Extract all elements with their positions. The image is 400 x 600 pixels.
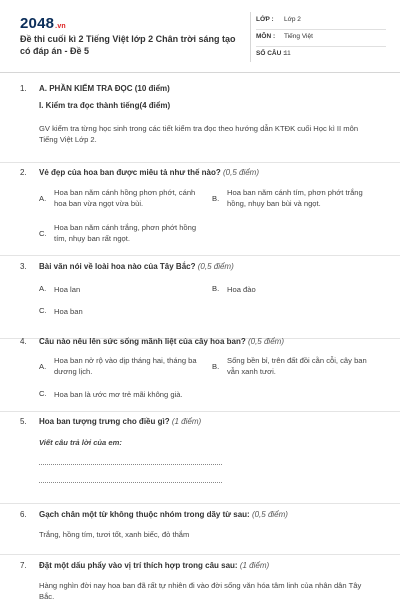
question-number: 2. (20, 168, 27, 177)
question-prompt: Vẻ đẹp của hoa ban được miêu tả như thế nào? (39, 168, 221, 177)
question-text (39, 416, 201, 427)
question-points: (0,5 điểm) (247, 337, 284, 346)
question-3 (0, 255, 400, 339)
option-text[interactable]: Hoa ban (54, 307, 83, 316)
instruction-text: GV kiểm tra từng học sinh trong các tiết kiểm tra đọc theo hướng dẫn KTĐK cuối Học kì II môn Tiếng Việt Lớp 2. (39, 124, 359, 144)
option-text[interactable]: Sống bền bỉ, trên đất đồi cằn cỗi, cây ban vẫn xanh tươi. (227, 356, 367, 376)
question-text (39, 560, 269, 571)
section-subtitle: I. Kiểm tra đọc thành tiếng(4 điểm) (39, 101, 171, 110)
question-text (39, 167, 259, 178)
question-1 (0, 72, 400, 163)
question-4 (0, 338, 400, 412)
question-points: (1 điểm) (239, 561, 270, 570)
question-points: (0,5 điểm) (222, 168, 259, 177)
option-letter[interactable]: C. (39, 389, 47, 398)
question-prompt: Đặt một dấu phẩy vào vị trí thích hợp trong câu sau: (39, 561, 238, 570)
option-letter[interactable]: B. (212, 362, 220, 371)
meta-value: 11 (284, 50, 291, 57)
answer-line[interactable] (39, 464, 222, 465)
question-7 (0, 554, 400, 600)
option-letter[interactable]: A. (39, 284, 47, 293)
question-text (39, 336, 284, 347)
option-letter[interactable]: B. (212, 194, 220, 203)
meta-value: Tiếng Việt (284, 33, 313, 40)
meta-row-count (256, 48, 386, 63)
question-prompt: Hoa ban tượng trưng cho điều gì? (39, 417, 170, 426)
sentence-text: Hàng nghìn đời nay hoa ban đã rất tự nhiên đi vào đời sống văn hóa tâm linh của nhân dân Tây Bắc. (39, 581, 362, 600)
question-text (39, 261, 234, 272)
header-divider (250, 12, 251, 62)
meta-label: MÔN : (256, 33, 276, 40)
meta-value: Lớp 2 (284, 16, 301, 23)
logo-text: 2048 (20, 15, 55, 32)
option-text[interactable]: Hoa ban năm cánh trắng, phơn phớt hồng tím, nhụy ban rất ngọt. (54, 223, 197, 243)
answer-line[interactable] (39, 482, 222, 483)
site-logo[interactable] (20, 15, 66, 32)
question-prompt: Gạch chân một từ không thuộc nhóm trong dãy từ sau: (39, 510, 250, 519)
question-6 (0, 503, 400, 555)
meta-row-subject (256, 31, 386, 47)
question-number: 5. (20, 417, 27, 426)
question-number: 3. (20, 262, 27, 271)
option-text[interactable]: Hoa ban năm cánh tím, phơn phớt trắng hồng, nhụy ban bùi và ngọt. (227, 188, 363, 208)
option-text[interactable]: Hoa đào (227, 285, 256, 294)
option-text[interactable]: Hoa ban năm cánh hồng phơn phớt, cánh hoa ban vừa ngọt vừa bùi. (54, 188, 196, 208)
question-prompt: Câu nào nêu lên sức sống mãnh liệt của cây hoa ban? (39, 337, 246, 346)
logo-suffix: .vn (55, 23, 66, 30)
option-letter[interactable]: C. (39, 306, 47, 315)
question-points: (0,5 điểm) (251, 510, 288, 519)
option-text[interactable]: Hoa ban là ước mơ trẻ mãi không già. (54, 390, 183, 399)
meta-label: SỐ CÂU : (256, 50, 286, 57)
option-text[interactable]: Hoa ban nở rộ vào dịp tháng hai, tháng ba dương lịch. (54, 356, 197, 376)
answer-prompt: Viết câu trả lời của em: (39, 438, 122, 447)
question-prompt: Bài văn nói về loài hoa nào của Tây Bắc? (39, 262, 196, 271)
option-letter[interactable]: A. (39, 194, 47, 203)
option-letter[interactable]: B. (212, 284, 220, 293)
question-text (39, 509, 288, 520)
option-text[interactable]: Hoa lan (54, 285, 81, 294)
option-letter[interactable]: A. (39, 362, 47, 371)
meta-label: LỚP : (256, 16, 274, 23)
meta-row-class (256, 14, 386, 30)
exam-meta (256, 14, 386, 64)
question-points: (1 điểm) (171, 417, 202, 426)
option-letter[interactable]: C. (39, 229, 47, 238)
question-points: (0,5 điểm) (197, 262, 234, 271)
question-number: 6. (20, 510, 27, 519)
question-number: 4. (20, 337, 27, 346)
document-header (0, 0, 400, 73)
question-5 (0, 411, 400, 504)
section-title: A. PHẦN KIỂM TRA ĐỌC (10 điểm) (39, 84, 170, 93)
word-list: Trắng, hồng tím, tươi tốt, xanh biếc, đỏ thắm (39, 530, 190, 539)
exam-title: Đề thi cuối kì 2 Tiếng Việt lớp 2 Chân trời sáng tạo có đáp án - Đề 5 (20, 34, 236, 56)
question-number: 1. (20, 84, 27, 93)
question-number: 7. (20, 561, 27, 570)
question-2 (0, 162, 400, 256)
